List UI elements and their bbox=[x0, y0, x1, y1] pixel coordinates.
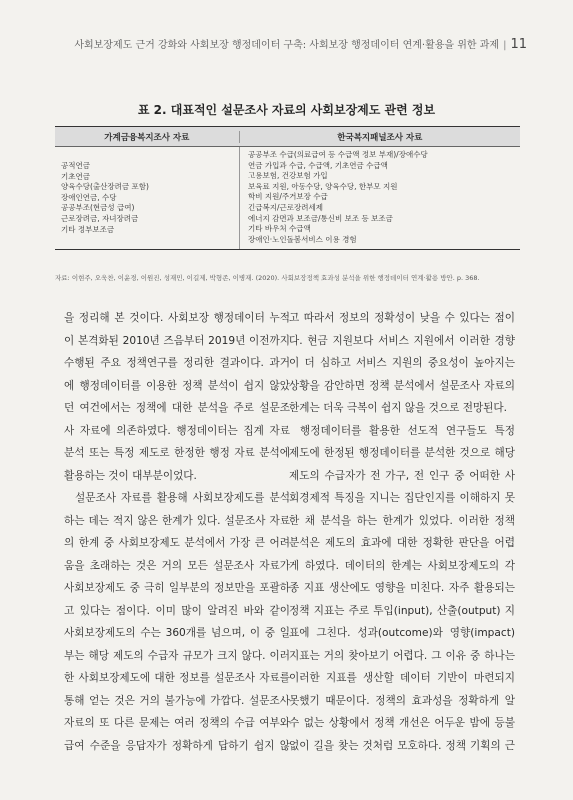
body-text-line: 정책 지표는 주로 투입(input), 산출(output) 지 bbox=[289, 604, 515, 617]
body-text-line: 지표는 거의 찾아보기 어렵다. 그 이유 중 하나는 bbox=[289, 649, 515, 662]
body-text-line: 상황을 감안하면 정책 분석에서 설문조사 자료의 bbox=[289, 379, 515, 392]
body-column-left bbox=[64, 307, 290, 757]
body-text-line: 급여 수준을 응답자가 정확하게 답하기 쉽지 않 bbox=[64, 739, 290, 752]
body-text-line: 분석은 제도의 효과에 대한 정확한 판단을 어렵 bbox=[289, 537, 515, 549]
body-text-line: 고 있다는 점이다. 이미 많이 알려진 바와 같이 bbox=[64, 604, 290, 617]
data-table bbox=[55, 126, 520, 250]
body-text-line: 이 더 심하고 서비스 지원의 중요성이 높아지는 bbox=[289, 357, 515, 369]
table-cell-item: 기타 정부보조금 bbox=[61, 224, 115, 234]
body-text-line: 수행된 주요 정책연구를 정리한 결과이다. 과거 bbox=[64, 357, 290, 369]
body-text-line: 게 하였다. 데이터의 한계는 사회보장제도의 각 bbox=[289, 559, 515, 572]
table-cell-item: 보육료 지원, 아동수당, 양육수당, 한부모 지원 bbox=[248, 181, 398, 191]
table-cell-item: 양육수당(출산장려금 포함) bbox=[61, 182, 149, 192]
body-column-right bbox=[289, 307, 515, 757]
body-text-line: 행정데이터를 활용한 선도적 연구들도 특정 bbox=[300, 424, 515, 437]
body-text-line: 수 없는 상황에서 정책 개선은 어두운 밤에 등불 bbox=[289, 717, 515, 729]
table-cell-left bbox=[55, 147, 239, 249]
body-text-line: 사회보장제도의 수는 360개를 넘으며, 이 중 일 bbox=[64, 627, 290, 639]
body-text-line: 사 자료에 의존하였다. 행정데이터는 집계 자료 bbox=[64, 424, 290, 437]
table-cell-item: 연금 가입과 수급, 수급액, 기초연금 수급액 bbox=[248, 160, 388, 170]
body-text-line: 제도에 한정된 행정데이터를 분석한 것으로 해당 bbox=[289, 447, 515, 459]
body-text-line: 던 여건에서는 정책에 대한 분석을 주로 설문조 bbox=[64, 402, 290, 414]
table-cell-item: 장애인연금, 수당 bbox=[61, 192, 117, 202]
body-text-line: 자료의 또 다른 문제는 여러 정책의 수급 여부와 bbox=[64, 717, 290, 729]
table-cell-item: 고용보험, 건강보험 가입 bbox=[248, 171, 328, 181]
table-cell-right bbox=[239, 147, 520, 249]
body-text-line: 한 사회보장제도에 대한 정보를 설문조사 자료를 bbox=[64, 672, 290, 684]
body-text-line: 설문조사 자료를 활용해 사회보장제도를 분석 bbox=[75, 492, 290, 504]
body-text-line: 종 지표 생산에도 영향을 미친다. 자주 활용되는 bbox=[289, 582, 515, 594]
body-text-line: 이러한 지표를 생산할 데이터 기반이 마련되지 bbox=[289, 672, 515, 684]
table-cell-item: 기타 바우처 수급액 bbox=[248, 224, 311, 234]
table-cell-item: 공공부조 수급(의료급여 등 수급액 정보 부재)/장애수당 bbox=[248, 150, 428, 159]
body-text-line: 부는 해당 제도의 수급자 규모가 크지 않다. 이러 bbox=[64, 649, 290, 662]
body-text-line: 에 행정데이터를 이용한 정책 분석이 쉽지 않았 bbox=[64, 379, 290, 392]
table-source-note: 자료: 이현주, 오욱찬, 이윤경, 이원진, 성재민, 이길제, 박형존, 이병재. (2020). 사회보장정책 효과성 분석을 위한 행정데이터 연계·활용 방안. p. 368. bbox=[55, 274, 480, 282]
body-text-line: 제도의 수급자가 전 가구, 전 인구 중 어떠한 사 bbox=[289, 469, 515, 482]
header-separator: | bbox=[503, 40, 507, 51]
table-cell-item: 긴급복지/근로장려세제 bbox=[248, 202, 323, 212]
table-cell-item: 에너지 감면과 보조금/통신비 보조 등 보조금 bbox=[248, 213, 393, 223]
body-text-line: 한 채 분석을 하는 한계가 있었다. 이러한 정책 bbox=[289, 514, 515, 527]
table-cell-item: 학비 지원/주거보장 수급 bbox=[248, 192, 328, 202]
body-text-line: 없이 길을 찾는 것처럼 모호하다. 정책 기획의 근 bbox=[289, 739, 515, 752]
running-title: 사회보장제도 근거 강화와 사회보장 행정데이터 구축: 사회보장 행정데이터 연계·활용을 위한 과제 bbox=[74, 40, 500, 51]
running-header bbox=[60, 36, 527, 52]
body-text-line: 하는 데는 적지 않은 한계가 있다. 설문조사 자료 bbox=[64, 514, 290, 527]
table-header-row bbox=[55, 127, 520, 147]
table-title: 표 2. 대표적인 설문조사 자료의 사회보장제도 관련 정보 bbox=[137, 103, 436, 117]
body-text-line: 을 정리해 본 것이다. 사회보장 행정데이터 누적 bbox=[64, 312, 290, 324]
table-body-row bbox=[55, 147, 520, 249]
body-text-line: 한계는 더욱 극복이 쉽지 않을 것으로 전망된다. bbox=[289, 402, 508, 414]
body-text-line: 다. 현금 지원보다 서비스 지원에서 이러한 경향 bbox=[289, 334, 515, 347]
body-text-line: 회경제적 특징을 지니는 집단인지를 이해하지 못 bbox=[289, 492, 515, 504]
table-cell-item: 공적연금 bbox=[61, 161, 90, 171]
page-number: 11 bbox=[510, 37, 527, 52]
table-cell-item: 근로장려금, 자녀장려금 bbox=[61, 214, 139, 224]
table-header-left: 가계금융복지조사 자료 bbox=[104, 132, 190, 143]
table-cell-item: 공공부조(현금성 급여) bbox=[61, 203, 135, 213]
body-text-line: 사회보장제도 중 극히 일부분의 정보만을 포괄하 bbox=[64, 582, 290, 594]
body-text-line: 분석 또는 특정 제도로 한정한 행정 자료 분석에 bbox=[64, 447, 290, 459]
table-cell-item: 기초연금 bbox=[61, 171, 90, 181]
body-text-line: 표에 그친다. 성과(outcome)와 영향(impact) bbox=[289, 627, 515, 639]
body-text-line: 통해 얻는 것은 거의 불가능에 가깝다. 설문조사 bbox=[64, 694, 290, 707]
table-cell-item: 장애인·노인돌봄서비스 이용 경험 bbox=[248, 234, 357, 244]
body-text-line: 못했기 때문이다. 정책의 효과성을 정확하게 알 bbox=[289, 694, 515, 707]
table-header-right: 한국복지패널조사 자료 bbox=[239, 131, 520, 143]
body-text-line: 의 한계 중 사회보장제도 분석에서 가장 큰 어려 bbox=[64, 537, 290, 549]
body-text-line: 고 따라서 정보의 정확성이 낮을 수 있다는 점이 bbox=[289, 312, 515, 324]
body-text-line: 움을 초래하는 것은 거의 모든 설문조사 자료가 bbox=[64, 559, 290, 572]
body-text-line: 이 본격화된 2010년 즈음부터 2019년 이전까지 bbox=[64, 334, 290, 347]
body-text-line: 활용하는 것이 대부분이었다. bbox=[64, 469, 197, 482]
